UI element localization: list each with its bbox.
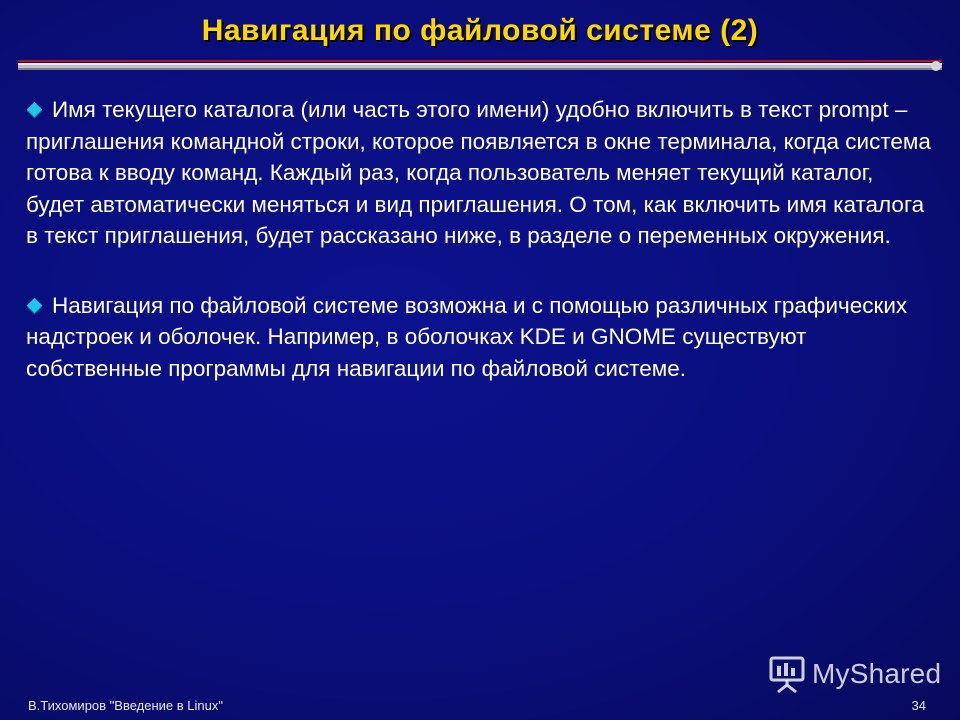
bullet-text: Навигация по файловой системе возможна и с помощью различных графических надстроек и оболочек. Например, в оболочках KDE и GNOME существуют собственные программы для навигации по файловой системе. xyxy=(26,292,908,381)
presentation-board-icon xyxy=(768,654,806,694)
slide-content xyxy=(26,94,931,422)
footer-author: В.Тихомиров "Введение в Linux" xyxy=(28,698,223,713)
bullet-text: Имя текущего каталога (или часть этого имени) удобно включить в текст prompt – приглашения командной строки, которое появляется в окне терминала, когда система готова к вводу команд. Каждый раз, когда пользователь меняет текущий каталог, будет автоматически меняться и вид приглашения. О том, как включить имя каталога в текст приглашения, будет рассказано ниже, в разделе о переменных окружения. xyxy=(26,97,931,248)
bullet-item xyxy=(26,290,931,385)
diamond-bullet-icon xyxy=(27,297,43,313)
page-number: 34 xyxy=(911,698,926,713)
title-divider xyxy=(18,60,942,72)
bullet-item xyxy=(26,94,931,252)
watermark xyxy=(768,654,941,694)
slide-title: Навигация по файловой системе (2) xyxy=(201,14,759,47)
watermark-text: MyShared xyxy=(812,658,942,689)
diamond-bullet-icon xyxy=(27,102,43,118)
